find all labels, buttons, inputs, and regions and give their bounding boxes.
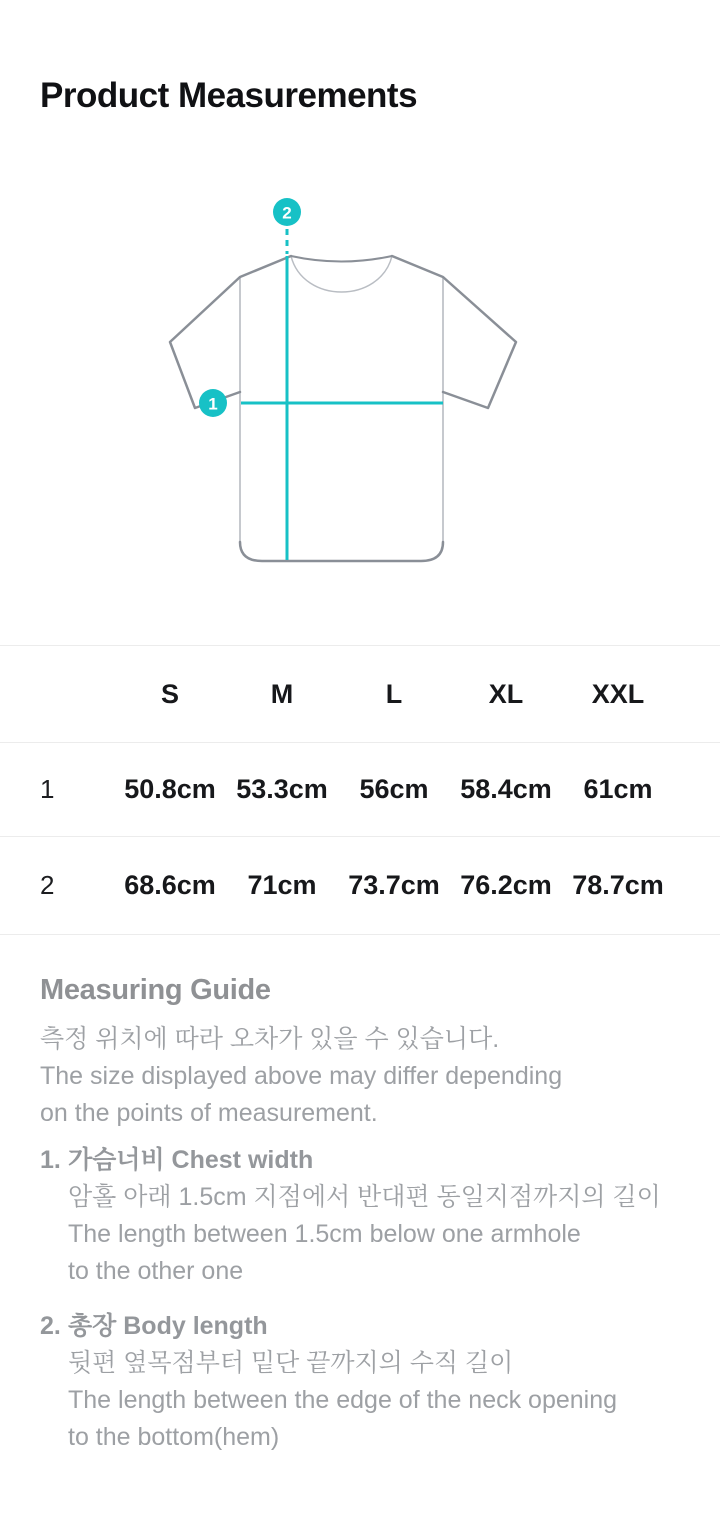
chest-width-m: 53.3cm — [236, 774, 328, 804]
body-length-xl: 76.2cm — [460, 870, 552, 900]
marker-2-badge — [273, 198, 301, 226]
row-label: 1 — [40, 774, 55, 804]
measuring-guide-section — [40, 975, 690, 1456]
column-header-s: S — [160, 678, 179, 709]
body-length-s: 68.6cm — [124, 870, 216, 900]
chest-width-l: 56cm — [359, 774, 429, 804]
body-length-m: 71cm — [247, 870, 317, 900]
guide-item-line-en-2: to the bottom(hem) — [68, 1423, 280, 1451]
body-length-xxl: 78.7cm — [572, 870, 664, 900]
table-row-chest-width — [0, 743, 720, 837]
guide-item-line-en-1: The length between 1.5cm below one armhole — [68, 1220, 581, 1248]
guide-item-chest-width — [40, 1142, 690, 1290]
column-header-l: L — [385, 678, 403, 709]
guide-item-number: 1. — [40, 1146, 61, 1174]
guide-intro-line-en-1: The size displayed above may differ depending — [40, 1062, 563, 1090]
row-label: 2 — [40, 870, 55, 900]
measuring-guide-intro — [40, 1021, 690, 1132]
marker-2-label: 2 — [282, 203, 292, 223]
size-table — [0, 645, 720, 935]
guide-item-number: 2. — [40, 1312, 61, 1340]
chest-width-xxl: 61cm — [583, 774, 653, 804]
guide-item-line-ko: 뒷편 옆목점부터 밑단 끝까지의 수직 길이 — [68, 1349, 514, 1377]
guide-item-content — [68, 1308, 617, 1456]
guide-intro-line-en-2: on the points of measurement. — [40, 1099, 378, 1127]
marker-1-label: 1 — [208, 394, 218, 414]
size-table-header-row — [0, 646, 720, 743]
guide-item-title: 총장 Body length — [68, 1312, 268, 1340]
chest-width-xl: 58.4cm — [460, 774, 552, 804]
guide-item-line-en-2: to the other one — [68, 1257, 244, 1285]
measuring-guide-heading: Measuring Guide — [40, 974, 271, 1006]
table-row-body-length — [0, 837, 720, 935]
page-title: Product Measurements — [40, 76, 418, 115]
guide-item-line-ko: 암홀 아래 1.5cm 지점에서 반대편 동일지점까지의 길이 — [68, 1183, 661, 1211]
chest-width-s: 50.8cm — [124, 774, 216, 804]
tshirt-measurement-diagram — [0, 185, 720, 645]
guide-item-line-en-1: The length between the edge of the neck opening — [68, 1386, 618, 1414]
column-header-xxl: XXL — [591, 678, 645, 709]
body-length-l: 73.7cm — [348, 870, 440, 900]
guide-item-content — [68, 1142, 661, 1290]
guide-item-body-length — [40, 1308, 690, 1456]
marker-1-badge — [199, 389, 227, 417]
guide-intro-line-ko: 측정 위치에 따라 오차가 있을 수 있습니다. — [40, 1025, 500, 1053]
column-header-m: M — [270, 678, 294, 709]
guide-item-title: 가슴너비 Chest width — [68, 1146, 314, 1174]
column-header-xl: XL — [488, 678, 524, 709]
